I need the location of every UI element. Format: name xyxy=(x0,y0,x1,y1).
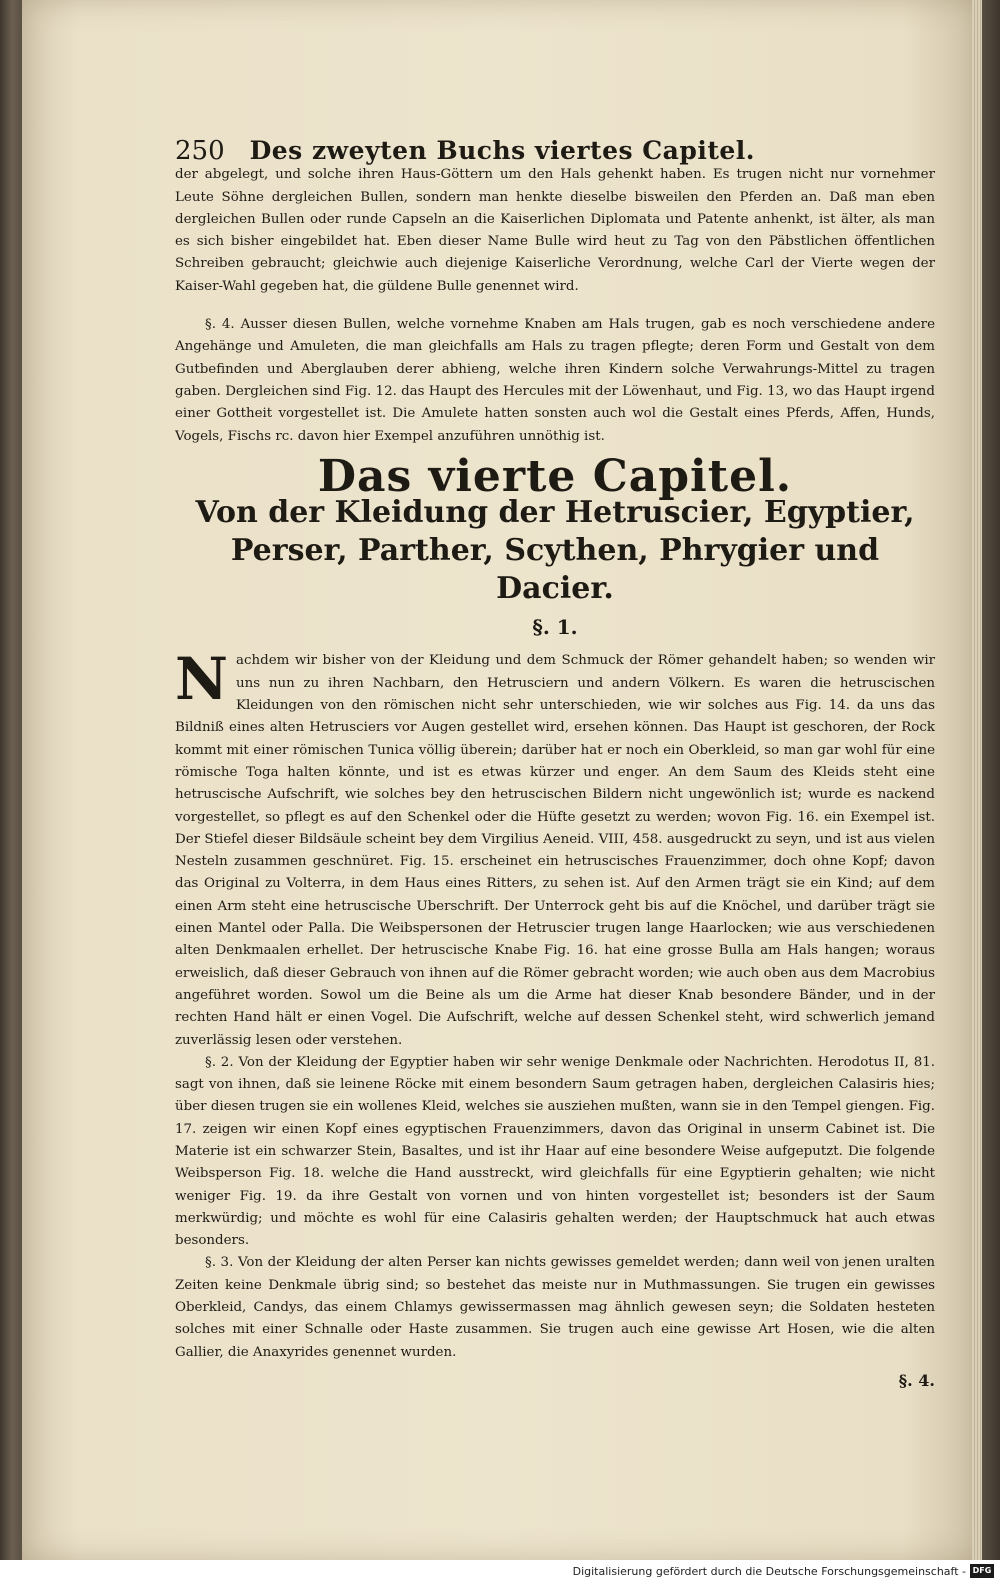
dfg-logo-icon: DFG xyxy=(970,1564,994,1578)
page-content xyxy=(175,136,935,1392)
chapter-subtitle: Von der Kleidung der Hetruscier, Egyptier, Perser, Parther, Scythen, Phrygier und Dacier. xyxy=(195,495,915,607)
running-head: Des zweyten Buchs viertes Capitel. xyxy=(249,136,755,165)
body-paragraph-1 xyxy=(175,645,935,1051)
body-paragraph-2: §. 2. Von der Kleidung der Egyptier haben wir sehr wenige Denkmale oder Nachrichten. Herodotus II, 81. sagt von ihnen, daß sie leinene Röcke mit einem besondern Saum getragen haben, dergleichen Calasiris hies; über diesen trugen sie ein wollenes Kleid, welches sie ausziehen mußten, wann sie in den Tempel giengen. Fig. 17. zeigen wir einen Kopf eines egyptischen Frauenzimmers, davon das Original in unserm Cabinet ist. Die Materie ist ein schwarzer Stein, Basaltes, und ist ihr Haar auf eine besondere Weise aufgeputzt. Die folgende Weibsperson Fig. 18. welche die Hand ausstreckt, wird gleichfalls für eine Egyptierin gehalten; wie nicht weniger Fig. 19. da ihre Gestalt von vornen und von hinten vorgestellet ist; besonders ist der Saum merkwürdig; und möchte es wohl für eine Calasiris gehalten werden; der Hauptschmuck hat auch etwas besonders. xyxy=(175,1054,935,1249)
paragraph-gap xyxy=(175,298,935,314)
drop-cap: N xyxy=(175,645,229,714)
top-paragraph-2: §. 4. Ausser diesen Bullen, welche vornehme Knaben am Hals trugen, gab es noch verschiedene andere Angehänge und Amuleten, die man gleichfalls am Hals zu tragen pflegte; deren Form und Gestalt von dem Gutbefinden und Aberglauben derer abhieng, welche ihren Kindern solche Verwahrungs-Mittel zu tragen gaben. Dergleichen sind Fig. 12. das Haupt des Hercules mit der Löwenhaut, und Fig. 13, wo das Haupt irgend einer Gottheit vorgestellet ist. Die Amulete hatten sonsten auch wol die Gestalt eines Pferds, Affen, Hunds, Vogels, Fischs rc. davon hier Exempel anzuführen unnöthig ist. xyxy=(175,317,935,444)
page-header xyxy=(175,136,935,166)
chapter-title: Das vierte Capitel. xyxy=(317,450,793,502)
catchword: §. 4. xyxy=(898,1370,935,1390)
page-stack-edge xyxy=(972,0,982,1560)
section-mark: §. 1. xyxy=(532,615,578,640)
body-paragraph-3: §. 3. Von der Kleidung der alten Perser kan nichts gewisses gemeldet werden; dann weil von jenen uralten Zeiten keine Denkmale übrig sind; so bestehet das meiste nur in Muthmassungen. Sie trugen ein gewisses Oberkleid, Candys, das einem Chlamys gewissermassen mag ähnlich gewesen seyn; die Soldaten hesteten solches mit einer Schnalle oder Haste zusammen. Sie trugen auch eine gewisse Art Hosen, wie die alten Gallier, die Anaxyrides genennet wurden. xyxy=(175,1255,935,1360)
page-number: 250 xyxy=(175,136,225,166)
top-paragraph-1: der abgelegt, und solche ihren Haus-Göttern um den Hals gehenkt haben. Es trugen nicht nur vornehmer Leute Söhne dergleichen Bullen, sondern man henkte dieselbe bisweilen den Pferden an. Daß man eben dergleichen Bullen oder runde Capseln an die Kaiserlichen Diplomata und Patente anhenkt, ist älter, als man es sich bisher eingebildet hat. Eben dieser Name Bulle wird heut zu Tag von den Päbstlichen öffentlichen Schreiben gebraucht; gleichwie auch diejenige Kaiserliche Verordnung, welche Carl der Vierte wegen der Kaiser-Wahl gegeben hat, die güldene Bulle genennet wird. xyxy=(175,167,935,294)
footer-credit: Digitalisierung gefördert durch die Deutsche Forschungsgemeinschaft - xyxy=(572,1565,966,1578)
body-paragraph-1-text: achdem wir bisher von der Kleidung und dem Schmuck der Römer gehandelt haben; so wenden wir uns nun zu ihren Nachbarn, den Hetrusciern und andern Völkern. Es waren die hetruscischen Kleidungen von den römischen nicht sehr unterschieden, wie wir solches aus Fig. 14. da uns das Bildniß eines alten Hetrusciers vor Augen gestellet wird, ersehen können. Das Haupt ist geschoren, der Rock kommt mit einer römischen Tunica völlig überein; darüber hat er noch ein Oberkleid, so man gar wohl für eine römische Toga halten könnte, und ist es etwas kürzer und enger. An dem Saum des Kleids steht eine hetruscische Aufschrift, wie solches bey den hetruscischen Bildern nicht ungewönlich ist; wurde es nackend vorgestellet, so pflegt es auf den Schenkel oder die Hüfte gesetzt zu werden; wovon Fig. 16. ein Exempel ist. Der Stiefel dieser Bildsäule scheint bey dem Virgilius Aeneid. VIII, 458. ausgedruckt zu seyn, und ist aus vielen Nesteln zusammen geschnüret. Fig. 15. erscheinet ein hetruscisches Frauenzimmer, doch ohne Kopf; davon das Original zu Volterra, in dem Haus eines Ritters, zu sehen ist. Auf den Armen trägt sie ein Kind; auf dem einen Arm steht eine hetruscische Uberschrift. Der Unterrock geht bis auf die Knöchel, und darüber trägt sie einen Mantel oder Palla. Die Weibspersonen der Hetruscier trugen lange Haarlocken; wie aus verschiedenen alten Denkmaalen erhellet. Der hetruscische Knabe Fig. 16. hat eine grosse Bulla am Hals hangen; woraus erweislich, daß dieser Gebrauch von ihnen auf die Römer gebracht worden; wie auch oben aus dem Macrobius angeführet worden. Sowol um die Beine als um die Arme hat dieser Knab besondere Bänder, und in der rechten Hand hält er einen Vogel. Die Aufschrift, welche auf dessen Schenkel steht, wird schwerlich jemand zuverlässig lesen oder verstehen. xyxy=(175,653,935,1048)
